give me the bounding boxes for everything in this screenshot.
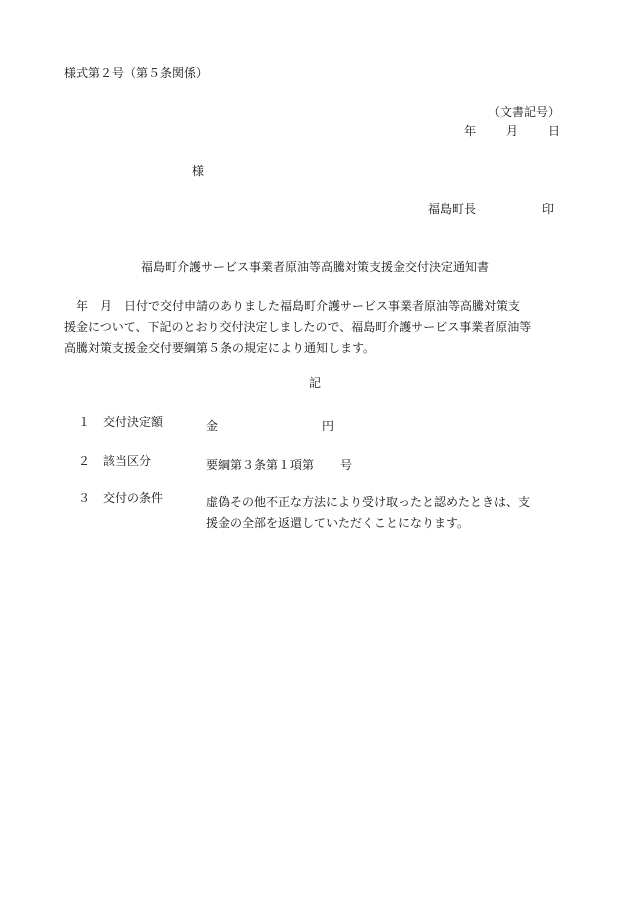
item-content	[206, 416, 564, 437]
item-content	[206, 492, 564, 534]
seal-mark: 印	[541, 202, 554, 216]
item-label: 交付の条件	[103, 491, 164, 505]
document-title: 福島町介護サービス事業者原油等高騰対策支援金交付決定通知書	[140, 260, 489, 274]
body-text	[64, 296, 564, 359]
item-content	[206, 455, 564, 476]
conditions-line: 虚偽その他不正な方法により受け取ったと認めたときは、支	[206, 495, 531, 509]
item-number: ２	[78, 454, 91, 468]
category-prefix: 要綱第３条第１項第	[206, 458, 315, 472]
item-label: 交付決定額	[103, 415, 164, 429]
body-line: 援金について、下記のとおり交付決定しましたので、福島町介護サービス事業者原油等	[64, 320, 532, 334]
date-day: 日	[547, 124, 560, 138]
addressee: 様	[192, 164, 205, 178]
sender-title: 福島町長	[427, 202, 476, 216]
date-line	[464, 125, 560, 137]
category-suffix: 号	[340, 458, 353, 472]
conditions-line: 援金の全部を返還していただくことになります。	[206, 516, 470, 530]
document-number: （文書記号）	[487, 105, 560, 119]
date-month: 月	[505, 124, 518, 138]
body-line: 高騰対策支援金交付要綱第５条の規定により通知します。	[64, 341, 376, 355]
date-year: 年	[463, 124, 476, 138]
amount-suffix: 円	[322, 419, 335, 433]
amount-prefix: 金	[206, 419, 219, 433]
form-number: 様式第２号（第５条関係）	[64, 66, 209, 80]
sender	[428, 203, 554, 215]
body-line: 年 月 日付で交付申請のありました福島町介護サービス事業者原油等高騰対策支	[64, 299, 521, 313]
item-label: 該当区分	[103, 454, 152, 468]
ki-heading: 記	[308, 376, 321, 390]
item-number: ３	[78, 491, 91, 505]
item-number: １	[78, 415, 91, 429]
